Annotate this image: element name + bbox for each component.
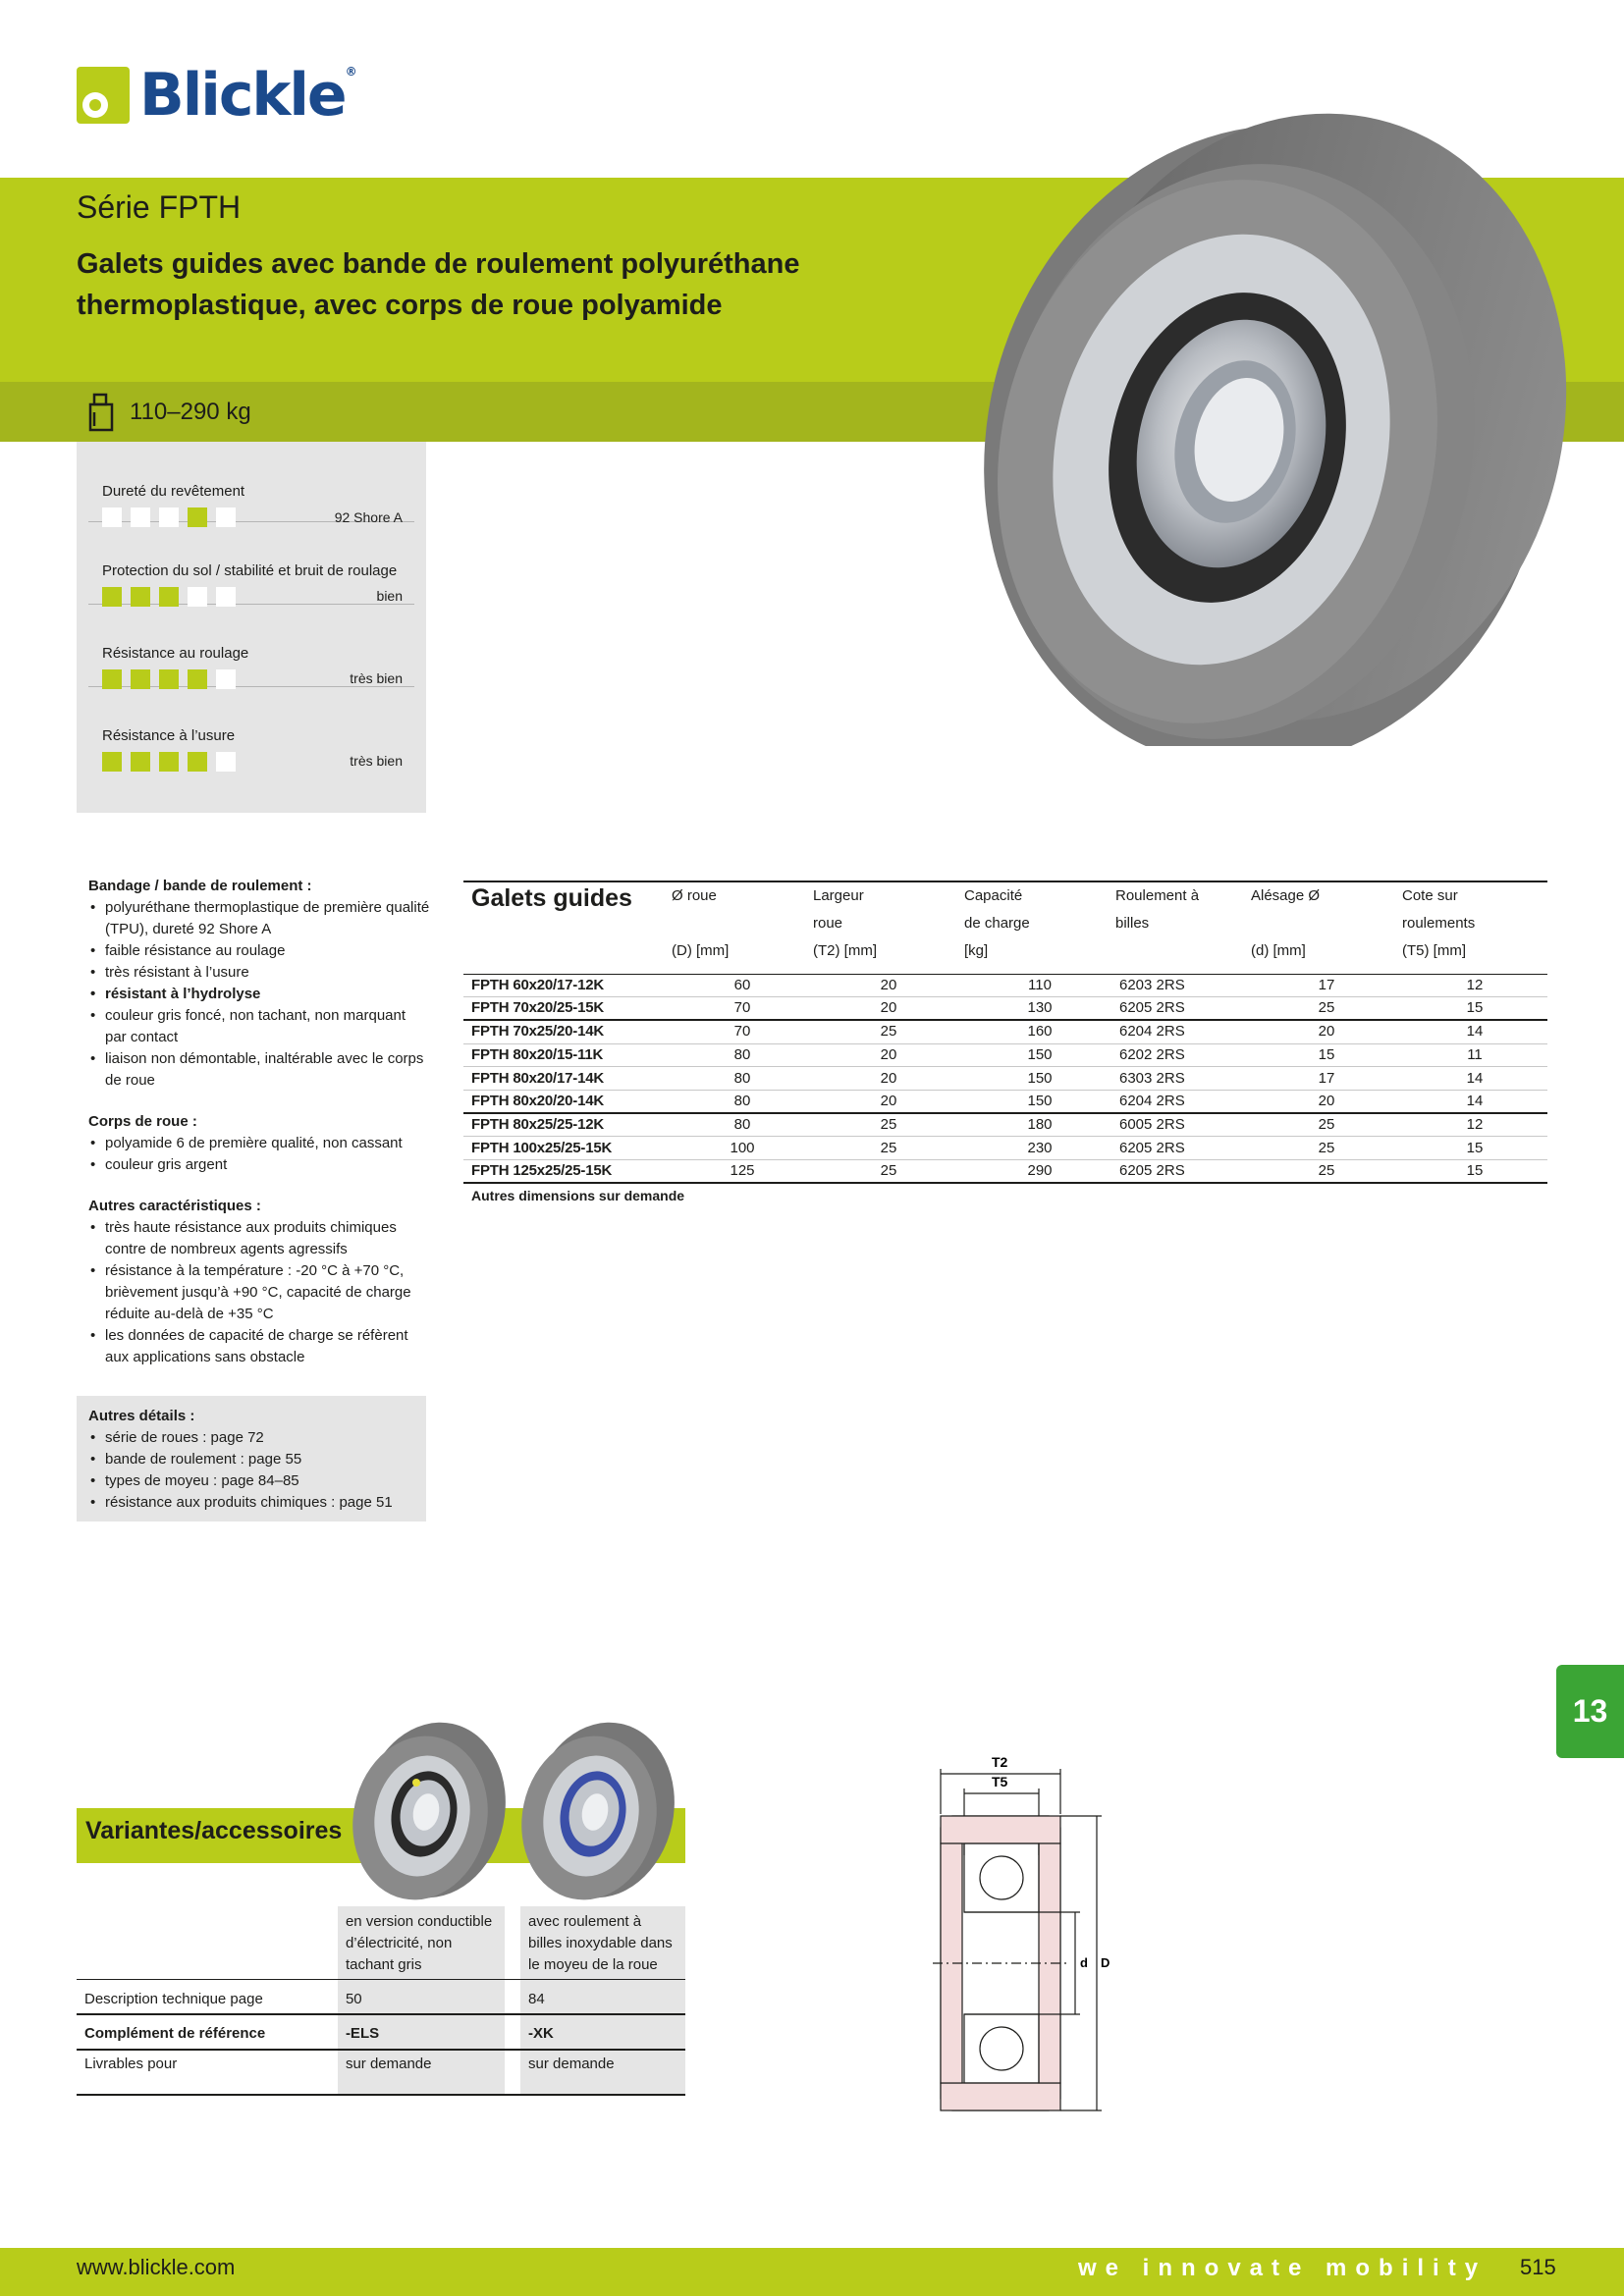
- header-width: Largeur roue (T2) [mm]: [813, 887, 877, 959]
- table-cell: 25: [813, 1160, 964, 1184]
- table-row: [463, 974, 1547, 997]
- bandage-list: [88, 897, 430, 1092]
- table-cell: 6204 2RS: [1115, 1020, 1251, 1043]
- rating-scale: [102, 669, 236, 689]
- variant-conductive-image: [350, 1712, 507, 1904]
- variant-conductive-desc: en version conductible d’électricité, non tachant gris: [338, 1906, 505, 1979]
- rating-box: [102, 587, 122, 607]
- article-code: FPTH 100x25/25-15K: [463, 1137, 672, 1160]
- list-item: • très résistant à l’usure: [88, 962, 430, 984]
- table-cell: 6303 2RS: [1115, 1067, 1251, 1091]
- rating-label: Protection du sol / stabilité et bruit de roulage: [102, 562, 398, 579]
- table-cell: 15: [1251, 1043, 1402, 1067]
- list-item: • couleur gris foncé, non tachant, non marquant par contact: [88, 1005, 430, 1048]
- rating-box: [216, 587, 236, 607]
- rating-box: [159, 669, 179, 689]
- row-value: sur demande: [338, 2050, 505, 2095]
- table-cell: 70: [672, 1020, 813, 1043]
- table-cell: 80: [672, 1090, 813, 1113]
- table-cell: 14: [1402, 1020, 1547, 1043]
- table-cell: 15: [1402, 997, 1547, 1021]
- list-item: • résistant à l’hydrolyse: [88, 984, 430, 1005]
- table-cell: 150: [964, 1067, 1115, 1091]
- page-number: 515: [1520, 2255, 1556, 2279]
- table-cell: 6204 2RS: [1115, 1090, 1251, 1113]
- table-cell: 17: [1251, 974, 1402, 997]
- rating-wear-resistance: [88, 687, 414, 769]
- variants-title: Variantes/accessoires: [85, 1817, 343, 1844]
- rating-value: 92 Shore A: [334, 509, 403, 525]
- table-cell: 60: [672, 974, 813, 997]
- rating-box: [159, 587, 179, 607]
- table-cell: 11: [1402, 1043, 1547, 1067]
- table-cell: 160: [964, 1020, 1115, 1043]
- header-bearing: Roulement à billes: [1115, 887, 1200, 932]
- rating-scale: [102, 587, 236, 607]
- table-cell: 230: [964, 1137, 1115, 1160]
- table-cell: 150: [964, 1043, 1115, 1067]
- list-item: • résistance à la température : -20 °C à +70 °C, brièvement jusqu’à +90 °C, capacité de charge réduite au-delà de +35 °C: [88, 1260, 430, 1325]
- table-cell: 6005 2RS: [1115, 1113, 1251, 1137]
- variants-header-row: [77, 1906, 685, 1979]
- rating-box: [216, 752, 236, 772]
- table-row: [463, 1113, 1547, 1137]
- rating-box: [102, 669, 122, 689]
- variants-table: [77, 1906, 685, 2096]
- table-cell: 70: [672, 997, 813, 1021]
- rating-box: [188, 669, 207, 689]
- table-row: [463, 1067, 1547, 1091]
- list-item: • très haute résistance aux produits chimiques contre de nombreux agents agressifs: [88, 1217, 430, 1260]
- rating-value: bien: [376, 588, 403, 604]
- table-header-row: [463, 881, 1547, 974]
- table-cell: 80: [672, 1043, 813, 1067]
- list-item: • couleur gris argent: [88, 1154, 430, 1176]
- rating-label: Résistance au roulage: [102, 645, 249, 662]
- table-cell: 12: [1402, 974, 1547, 997]
- variant-stainless-desc: avec roulement à billes inoxydable dans le moyeu de la roue: [520, 1906, 685, 1979]
- header-bore: Alésage Ø (d) [mm]: [1251, 887, 1321, 959]
- rating-value: très bien: [350, 670, 403, 686]
- rating-scale: [102, 752, 236, 772]
- table-cell: 25: [813, 1113, 964, 1137]
- table-cell: 20: [1251, 1090, 1402, 1113]
- table-cell: 25: [813, 1137, 964, 1160]
- article-code: FPTH 70x25/20-14K: [463, 1020, 672, 1043]
- other-details-list: [88, 1427, 414, 1514]
- table-row: [77, 2014, 685, 2050]
- row-value: -XK: [520, 2014, 685, 2050]
- list-item: • résistance aux produits chimiques : page 51: [88, 1492, 414, 1514]
- row-value: 84: [520, 1979, 685, 2014]
- header-bearing-width: Cote sur roulements (T5) [mm]: [1402, 887, 1476, 959]
- table-row: [463, 1020, 1547, 1043]
- table-cell: 6205 2RS: [1115, 997, 1251, 1021]
- table-cell: 25: [1251, 997, 1402, 1021]
- website-link[interactable]: www.blickle.com: [77, 2255, 236, 2279]
- article-code: FPTH 125x25/25-15K: [463, 1160, 672, 1184]
- article-code: FPTH 80x25/25-12K: [463, 1113, 672, 1137]
- rating-box: [102, 752, 122, 772]
- table-cell: 14: [1402, 1090, 1547, 1113]
- rating-rolling-resistance: [88, 605, 414, 687]
- series-title: Série FPTH: [77, 189, 242, 225]
- dim-t5-label: T5: [992, 1774, 1008, 1789]
- list-item: • bande de roulement : page 55: [88, 1449, 414, 1470]
- list-item: • liaison non démontable, inaltérable avec le corps de roue: [88, 1048, 430, 1092]
- other-details-panel: [77, 1396, 426, 1522]
- table-row: [463, 1090, 1547, 1113]
- table-cell: 80: [672, 1113, 813, 1137]
- rating-floor-protection: [88, 522, 414, 605]
- table-cell: 12: [1402, 1113, 1547, 1137]
- table-cell: 130: [964, 997, 1115, 1021]
- chapter-tab[interactable]: 13: [1556, 1665, 1624, 1758]
- bandage-title: Bandage / bande de roulement :: [88, 878, 312, 894]
- rating-box: [216, 669, 236, 689]
- list-item: • polyamide 6 de première qualité, non cassant: [88, 1133, 430, 1154]
- header-diameter: Ø roue (D) [mm]: [672, 887, 730, 959]
- article-code: FPTH 80x20/15-11K: [463, 1043, 672, 1067]
- wheel-product-image: [982, 59, 1571, 746]
- row-value: 50: [338, 1979, 505, 2014]
- article-code: FPTH 60x20/17-12K: [463, 974, 672, 997]
- list-item: • série de roues : page 72: [88, 1427, 414, 1449]
- list-item: • faible résistance au roulage: [88, 940, 430, 962]
- logo-mark-icon: [77, 67, 130, 124]
- other-features-title: Autres caractéristiques :: [88, 1198, 261, 1214]
- table-cell: 25: [813, 1020, 964, 1043]
- article-code: FPTH 80x20/17-14K: [463, 1067, 672, 1091]
- rating-label: Résistance à l’usure: [102, 727, 236, 744]
- variant-stainless-image: [518, 1712, 676, 1904]
- table-cell: 6205 2RS: [1115, 1137, 1251, 1160]
- table-cell: 15: [1402, 1137, 1547, 1160]
- table-row: [77, 1979, 685, 2014]
- article-code: FPTH 80x20/20-14K: [463, 1090, 672, 1113]
- table-row: [463, 1137, 1547, 1160]
- rating-box: [131, 669, 150, 689]
- rating-box: [131, 752, 150, 772]
- blickle-logo: [77, 61, 361, 130]
- wheel-centre-list: [88, 1133, 430, 1176]
- table-cell: 6203 2RS: [1115, 974, 1251, 997]
- weight-icon: [88, 393, 116, 432]
- ratings-panel: [77, 442, 426, 813]
- table-cell: 6205 2RS: [1115, 1160, 1251, 1184]
- table-cell: 15: [1402, 1160, 1547, 1184]
- row-value: sur demande: [520, 2050, 685, 2095]
- row-label: Complément de référence: [77, 2014, 338, 2050]
- table-row: [463, 1043, 1547, 1067]
- header-capacity: Capacité de charge [kg]: [964, 887, 1030, 959]
- technical-drawing: [913, 1747, 1110, 2130]
- article-code: FPTH 70x20/25-15K: [463, 997, 672, 1021]
- table-cell: 125: [672, 1160, 813, 1184]
- table-cell: 20: [813, 1067, 964, 1091]
- table-cell: 20: [813, 1043, 964, 1067]
- list-item: • types de moyeu : page 84–85: [88, 1470, 414, 1492]
- table-cell: 290: [964, 1160, 1115, 1184]
- table-cell: 110: [964, 974, 1115, 997]
- wheel-centre-title: Corps de roue :: [88, 1113, 197, 1130]
- row-value: -ELS: [338, 2014, 505, 2050]
- table-title: Galets guides: [471, 884, 632, 912]
- rating-label: Dureté du revêtement: [102, 483, 245, 500]
- list-item: • les données de capacité de charge se réfèrent aux applications sans obstacle: [88, 1325, 430, 1368]
- dim-t2-label: T2: [992, 1754, 1008, 1770]
- table-cell: 25: [1251, 1113, 1402, 1137]
- table-row: [463, 997, 1547, 1021]
- table-cell: 20: [813, 997, 964, 1021]
- rating-box: [131, 587, 150, 607]
- table-cell: 80: [672, 1067, 813, 1091]
- table-row: [77, 2050, 685, 2095]
- table-cell: 25: [1251, 1160, 1402, 1184]
- row-label: Description technique page: [77, 1979, 338, 2014]
- product-description: [88, 876, 430, 1388]
- rating-hardness: [88, 442, 414, 525]
- table-cell: 20: [1251, 1020, 1402, 1043]
- other-details-title: Autres détails :: [88, 1408, 195, 1424]
- table-row: [463, 1160, 1547, 1184]
- table-cell: 6202 2RS: [1115, 1043, 1251, 1067]
- product-title: Galets guides avec bande de roulement polyuréthane thermoplastique, avec corps de roue polyamide: [77, 248, 800, 321]
- table-cell: 20: [813, 1090, 964, 1113]
- dim-D-label: D: [1101, 1955, 1110, 1970]
- rating-value: très bien: [350, 753, 403, 769]
- slogan: we innovate mobility: [1078, 2255, 1488, 2281]
- rating-box: [188, 752, 207, 772]
- table-cell: 180: [964, 1113, 1115, 1137]
- table-cell: 25: [1251, 1137, 1402, 1160]
- row-label: Livrables pour: [77, 2050, 338, 2095]
- other-features-list: [88, 1217, 430, 1368]
- table-cell: 100: [672, 1137, 813, 1160]
- load-range-text: 110–290 kg: [130, 399, 251, 425]
- table-cell: 150: [964, 1090, 1115, 1113]
- table-note: Autres dimensions sur demande: [471, 1188, 685, 1203]
- brand-name: Blickle®: [139, 61, 355, 130]
- table-cell: 20: [813, 974, 964, 997]
- load-range: [77, 385, 426, 440]
- list-item: • polyuréthane thermoplastique de première qualité (TPU), dureté 92 Shore A: [88, 897, 430, 940]
- dim-d-label: d: [1080, 1955, 1088, 1970]
- rating-box: [159, 752, 179, 772]
- table-cell: 17: [1251, 1067, 1402, 1091]
- table-cell: 14: [1402, 1067, 1547, 1091]
- rating-box: [188, 587, 207, 607]
- product-table: [463, 881, 1547, 1184]
